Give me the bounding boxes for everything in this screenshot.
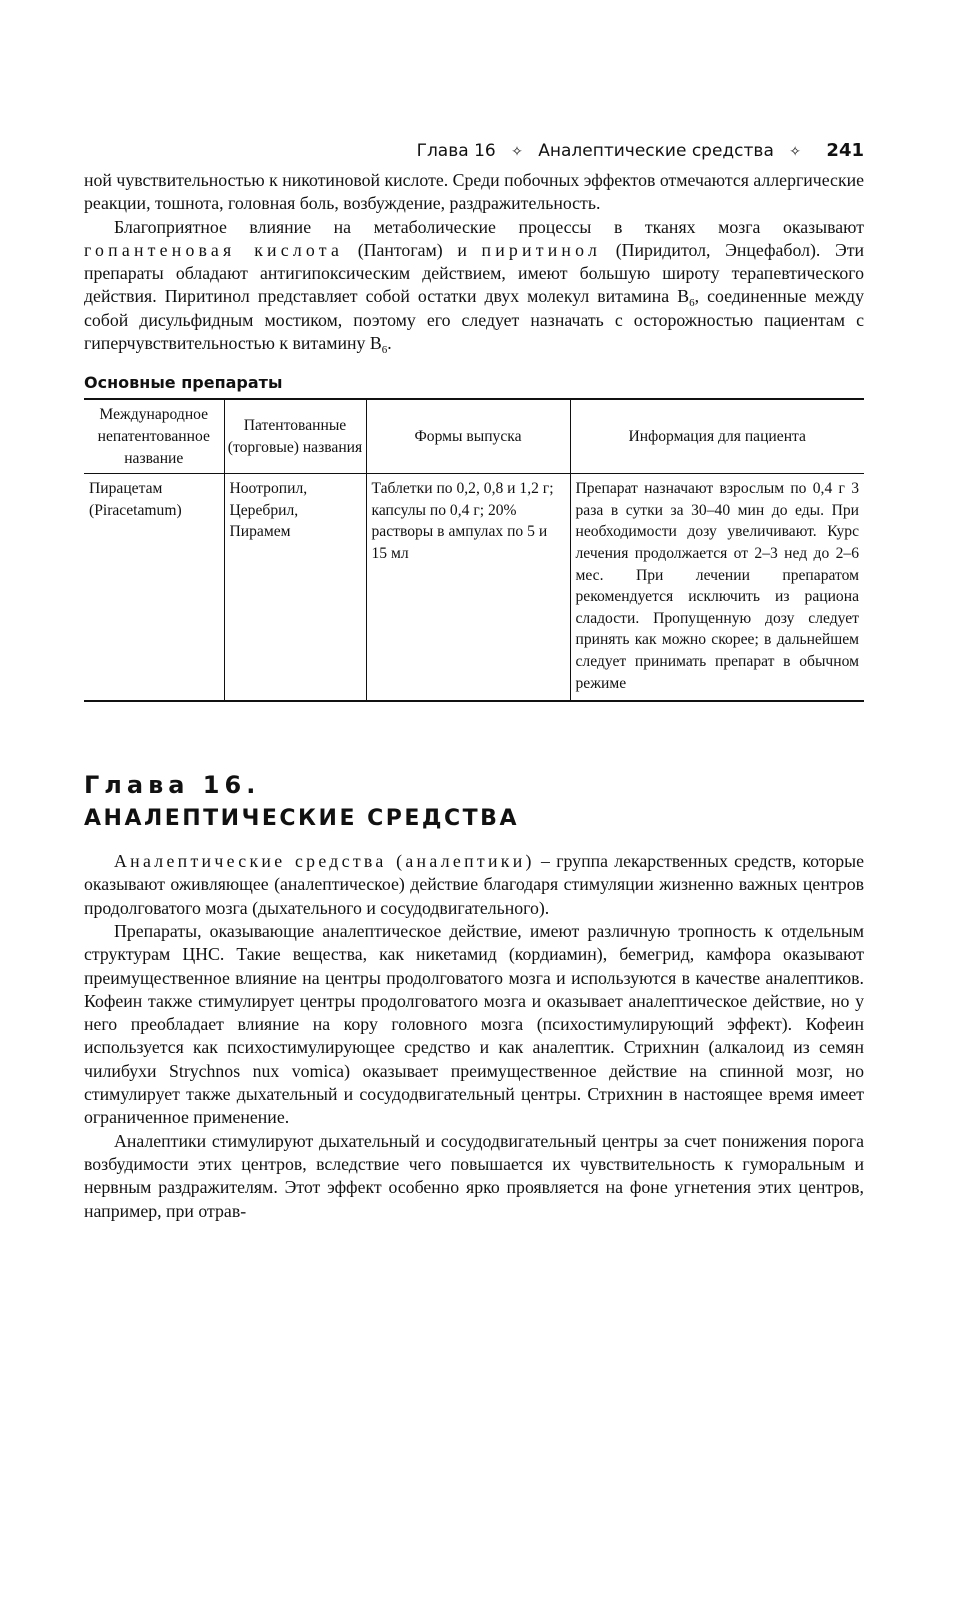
diamond-separator-icon: ✧ — [789, 144, 802, 160]
chapter-title: АНАЛЕПТИЧЕСКИЕ СРЕДСТВА — [84, 806, 519, 832]
page-number: 241 — [826, 140, 864, 161]
column-header-trade-names: Патентованные (торговые) названия — [224, 399, 366, 473]
diamond-separator-icon: ✧ — [511, 144, 523, 160]
column-header-patient-info: Информация для пациента — [570, 399, 864, 473]
paragraph-side-effects: ной чувствительностью к никотиновой кислоте. Среди побочных эффектов отмечаются аллергические реакции, тошнота, головная боль, возбуждение, раздражительность. — [84, 170, 864, 214]
chapter-heading — [84, 768, 864, 836]
paragraph-mechanism: Аналептики стимулируют дыхательный и сосудодвигательный центры за счет понижения порога возбудимости этих центров, вследствие чего повышается их чувствительность к гуморальным и нервным раздражителям. Этот эффект особенно ярко проявляется на фоне угнетения этих центров, например, при отрав- — [84, 1130, 864, 1221]
cell-forms: Таблетки по 0,2, 0,8 и 1,2 г; капсулы по 0,4 г; 20% растворы в ампулах по 5 и 15 мл — [366, 474, 570, 701]
header-section-title: Аналептические средства — [538, 141, 774, 161]
subscript: 6 — [381, 344, 388, 357]
column-header-forms: Формы выпуска — [366, 399, 570, 473]
defined-term: Аналептические средства (аналептики) — [114, 851, 535, 872]
cell-patient-info: Препарат назначают взрослым по 0,4 г 3 раза в сутки за 30–40 мин до еды. При необходимости дозу увеличивают. Курс лечения продолжается от 2–3 нед до 2–6 мес. При лечении препаратом рекомендуется исключить из рациона сладости. Пропущенную дозу следует принять как можно скорее; в дальнейшем следует принимать препарат в обычном режиме — [570, 474, 864, 701]
drugs-table — [84, 398, 864, 702]
drug-name-hopantenic-acid: гопантеновая кислота — [84, 239, 344, 260]
chapter-number: Глава 16. — [84, 771, 261, 800]
subscript: 6 — [689, 297, 695, 310]
cell-trade-names: Ноотропил, Церебрил, Пирамем — [224, 474, 366, 701]
column-header-inn: Международное непатентованное название — [84, 399, 224, 473]
paragraph-drugs-tropism: Препараты, оказывающие аналептическое действие, имеют различную тропность к отдельным структурам ЦНС. Такие вещества, как никетамид (кордиамин), бемегрид, камфора оказывают преимущественное влияние на центры продолговатого мозга и используются в качестве аналептиков. Кофеин также стимулирует центры продолговатого мозга и оказывает аналептическое действие, но у него преобладает влияние на кору головного мозга (психостимулирующий эффект). Кофеин используется как психостимулирующее средство и как аналептик. Стрихнин (алкалоид из семян чилибухи Strychnos nux vomica) оказывает преимущественное действие на спинной мозг, но стимулирует также дыхательный и сосудодвигательный центры. Стрихнин в настоящее время имеет ограниченное применение. — [84, 920, 864, 1128]
table-header-row — [84, 399, 864, 473]
table-title: Основные препараты — [84, 373, 283, 393]
drug-name-pyritinol: пиритинол — [481, 239, 602, 260]
book-page — [84, 140, 864, 1223]
table-row — [84, 474, 864, 701]
running-header — [84, 140, 864, 161]
paragraph-definition: Аналептические средства (аналептики) – группа лекарственных средств, которые оказывают оживляющее (аналептическое) действие благодаря стимуляции жизненно важных центров продолговатого мозга (дыхательного и сосудодвигательного). — [84, 851, 864, 918]
paragraph-metabolic-drugs: Благоприятное влияние на метаболические процессы в тканях мозга оказывают гопантеновая кислота (Пантогам) и пиритинол (Пиридитол, Энцефабол). Эти препараты обладают антигипоксическим действием, имеют большую широту терапевтического действия. Пиритинол представляет собой остатки двух молекул витамина $B_6$, соединенные между собой дисульфидным мостиком, поэтому его следует назначать с осторожностью пациентам с гиперчувствительностью к витамину $B_6$. — [84, 216, 865, 357]
header-chapter: Глава 16 — [416, 141, 496, 161]
cell-inn: Пирацетам (Piracetamum) — [84, 474, 224, 701]
